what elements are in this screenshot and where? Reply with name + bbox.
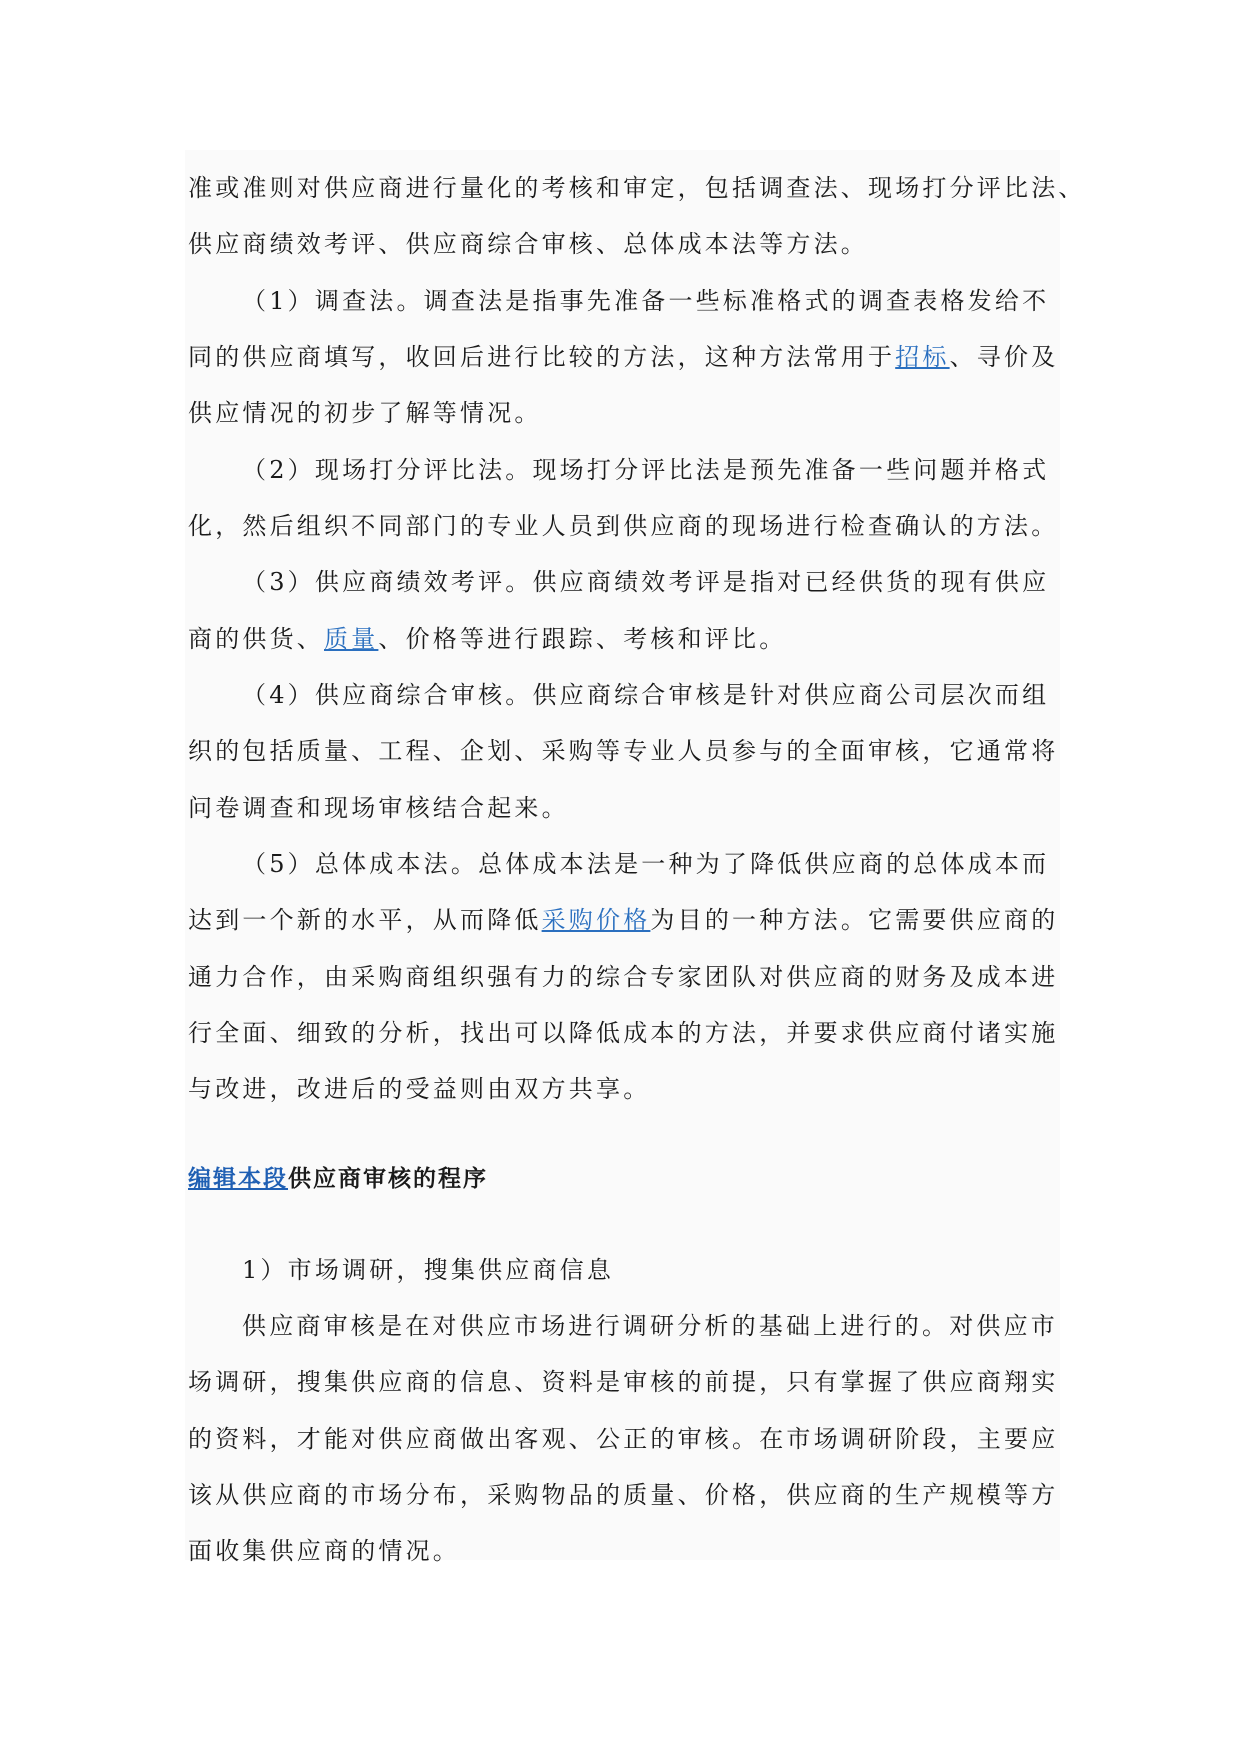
method-5-line-2 xyxy=(188,900,1058,940)
method-5-line-2-text: 达到一个新的水平，从而降低 xyxy=(188,906,542,934)
intro-line-1: 准或准则对供应商进行量化的考核和审定，包括调查法、现场打分评比法、 xyxy=(188,174,1086,202)
method-5-line-5: 与改进，改进后的受益则由双方共享。 xyxy=(188,1075,651,1103)
method-5-line-4: 行全面、细致的分析，找出可以降低成本的方法，并要求供应商付诸实施 xyxy=(188,1019,1059,1047)
link-zhiliang[interactable]: 质量 xyxy=(324,625,379,653)
method-1-line-2 xyxy=(188,337,1058,377)
step-1-line-1: 供应商审核是在对供应市场进行调研分析的基础上进行的。对供应市 xyxy=(242,1312,1058,1340)
method-5-line-1: （5）总体成本法。总体成本法是一种为了降低供应商的总体成本而 xyxy=(242,850,1050,878)
method-5-line-2-tail: 为目的一种方法。它需要供应商的 xyxy=(650,906,1059,934)
edit-section-link[interactable]: 编辑本段 xyxy=(188,1166,288,1192)
method-3-line-2-tail: 、价格等进行跟踪、考核和评比。 xyxy=(378,625,787,653)
method-5-line-3: 通力合作，由采购商组织强有力的综合专家团队对供应商的财务及成本进 xyxy=(188,963,1059,991)
method-2-line-1: （2）现场打分评比法。现场打分评比法是预先准备一些问题并格式 xyxy=(242,456,1050,484)
method-3-line-2-text: 商的供货、 xyxy=(188,625,324,653)
method-1-line-2-tail: 、寻价及 xyxy=(949,343,1059,371)
step-1-line-5: 面收集供应商的情况。 xyxy=(188,1537,460,1565)
method-1-line-1: （1）调查法。调查法是指事先准备一些标准格式的调查表格发给不 xyxy=(242,287,1050,315)
method-3-line-1: （3）供应商绩效考评。供应商绩效考评是指对已经供货的现有供应 xyxy=(242,568,1050,596)
method-1-line-2-text: 同的供应商填写，收回后进行比较的方法，这种方法常用于 xyxy=(188,343,896,371)
method-3-line-2 xyxy=(188,619,786,659)
step-1-title: 1）市场调研，搜集供应商信息 xyxy=(242,1256,615,1284)
step-1-line-2: 场调研，搜集供应商的信息、资料是审核的前提，只有掌握了供应商翔实 xyxy=(188,1368,1059,1396)
method-4-line-2: 织的包括质量、工程、企划、采购等专业人员参与的全面审核，它通常将 xyxy=(188,737,1059,765)
method-4-line-1: （4）供应商综合审核。供应商综合审核是针对供应商公司层次而组 xyxy=(242,681,1050,709)
method-1-line-3: 供应情况的初步了解等情况。 xyxy=(188,399,542,427)
section-heading xyxy=(188,1159,488,1199)
step-1-line-3: 的资料，才能对供应商做出客观、公正的审核。在市场调研阶段，主要应 xyxy=(188,1425,1059,1453)
link-caigou-jiage[interactable]: 采购价格 xyxy=(541,906,651,934)
intro-line-2: 供应商绩效考评、供应商综合审核、总体成本法等方法。 xyxy=(188,230,868,258)
step-1-line-4: 该从供应商的市场分布，采购物品的质量、价格，供应商的生产规模等方 xyxy=(188,1481,1059,1509)
method-4-line-3: 问卷调查和现场审核结合起来。 xyxy=(188,794,569,822)
section-title: 供应商审核的程序 xyxy=(288,1166,488,1192)
method-2-line-2: 化，然后组织不同部门的专业人员到供应商的现场进行检查确认的方法。 xyxy=(188,512,1059,540)
link-zhaobiao[interactable]: 招标 xyxy=(895,343,950,371)
